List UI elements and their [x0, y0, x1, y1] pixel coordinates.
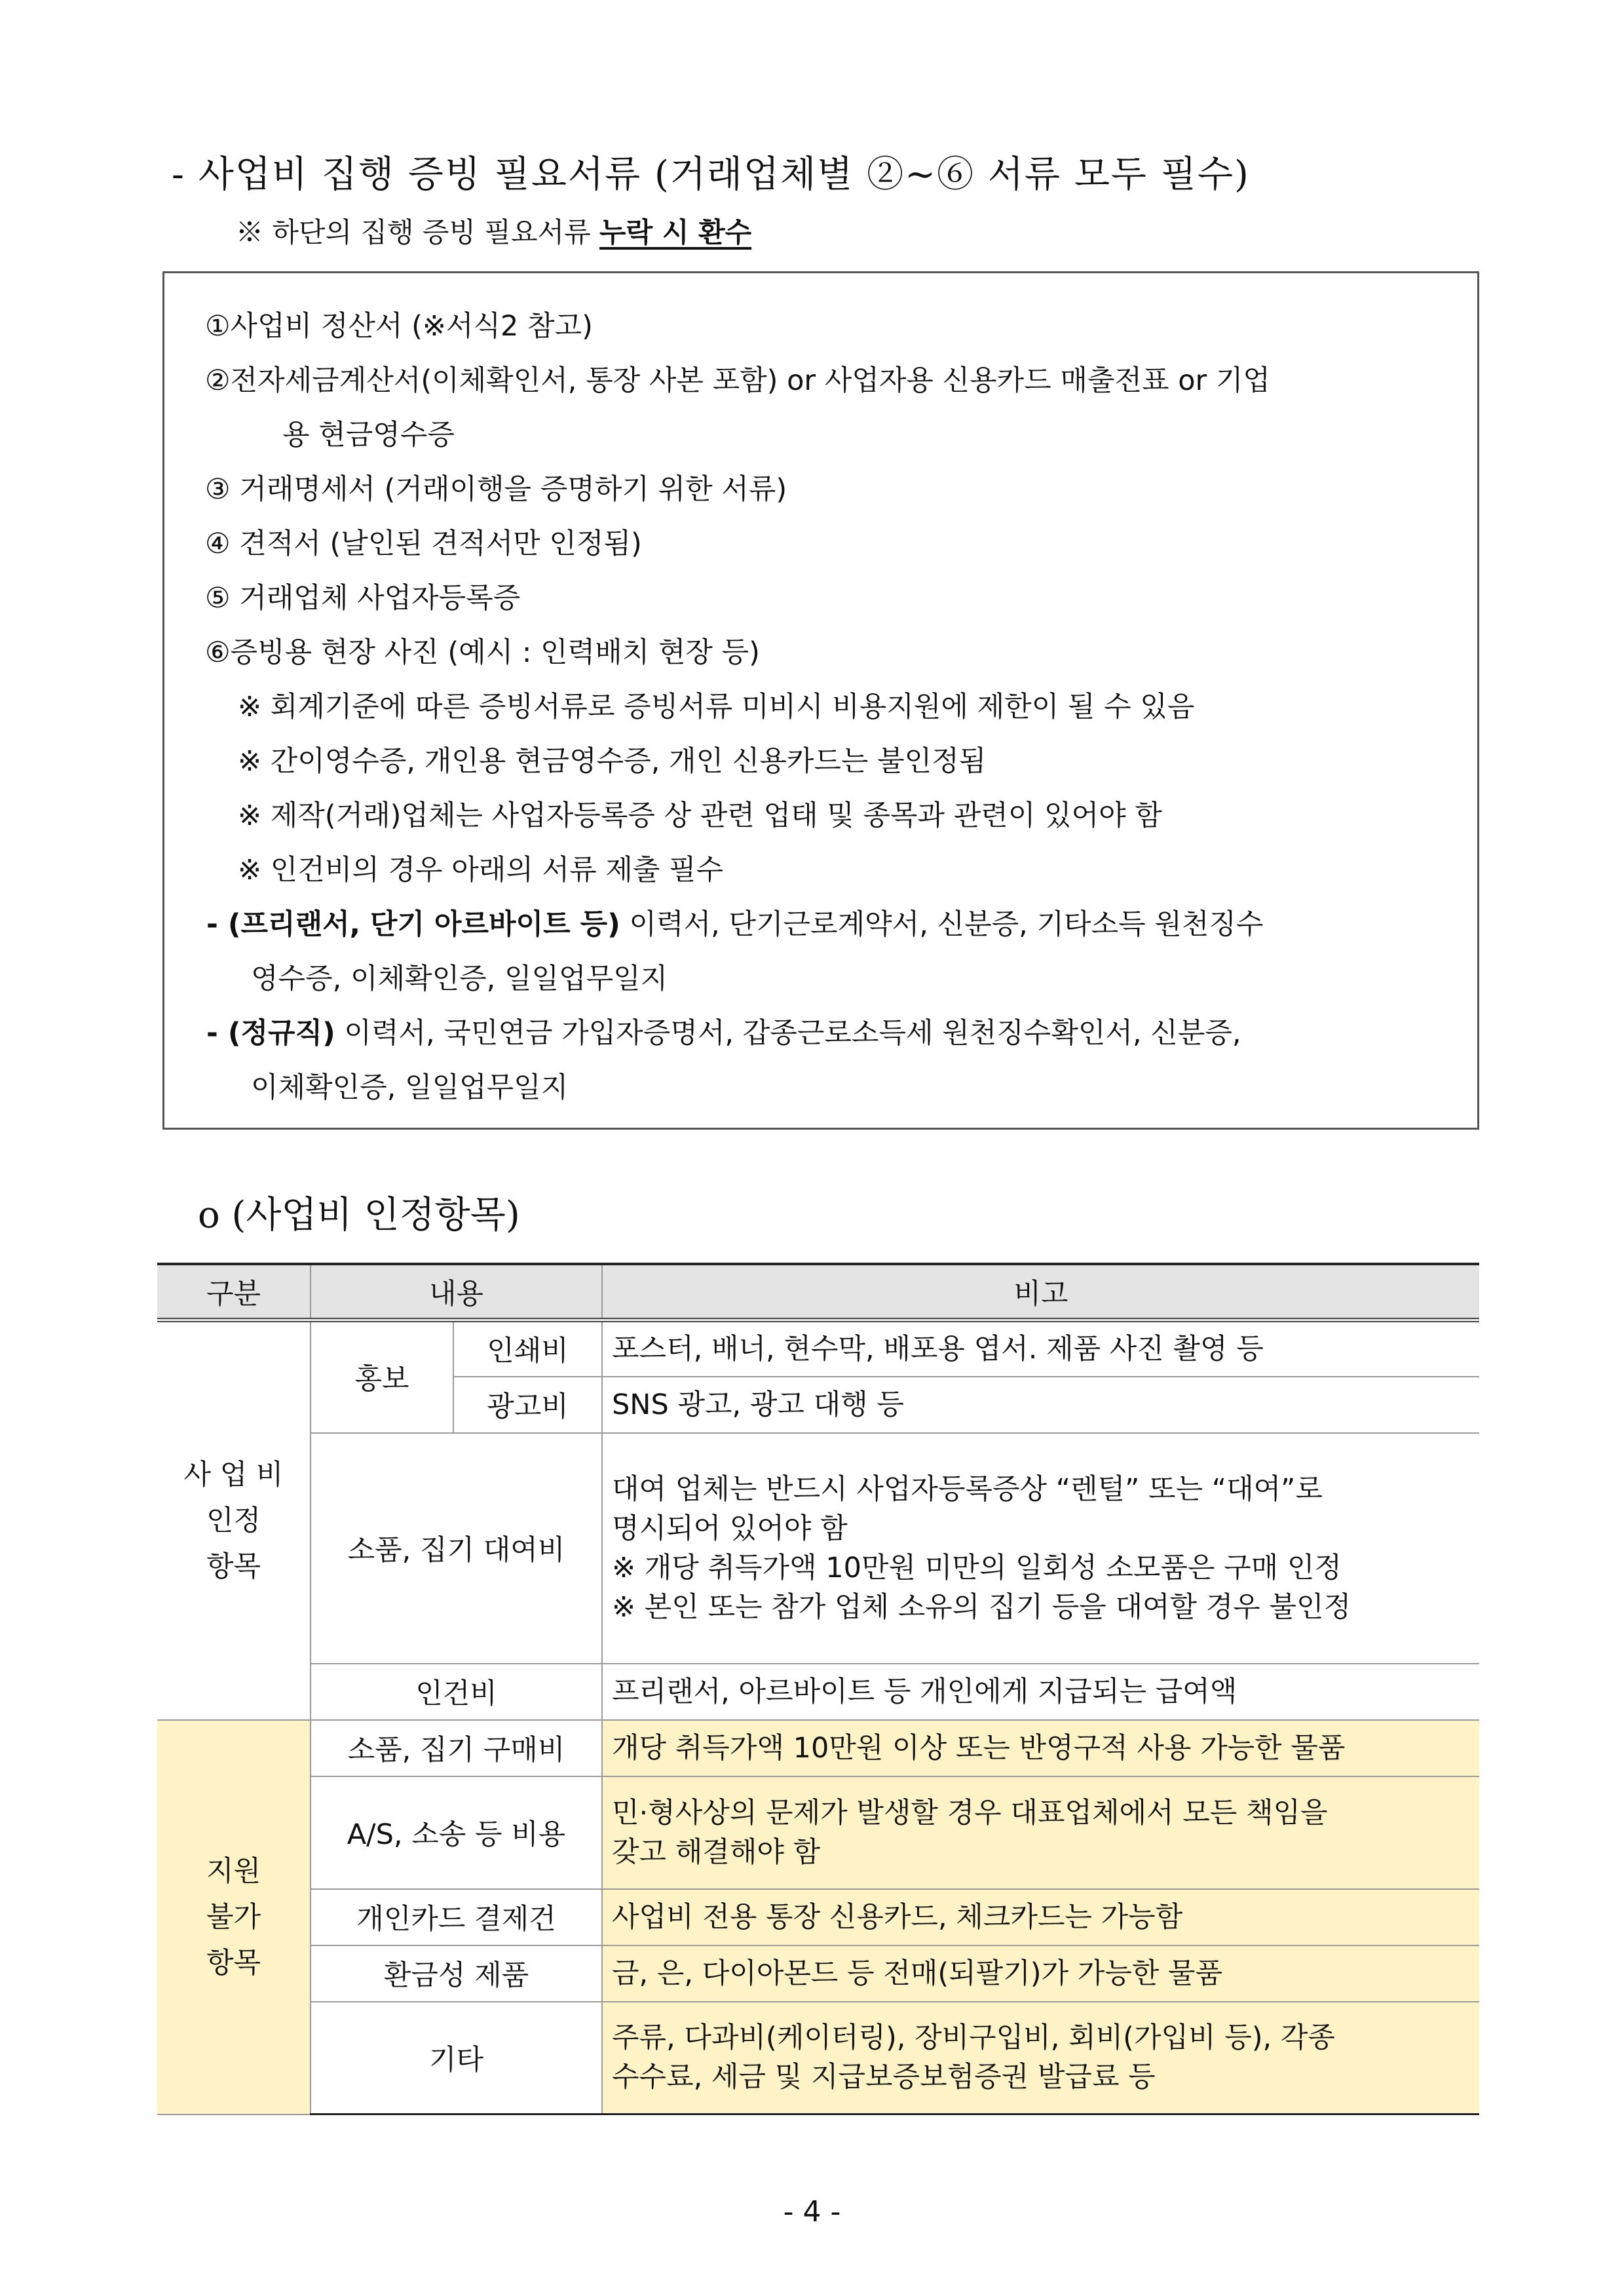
- approved-category-line: 항목: [206, 1550, 261, 1583]
- expense-items-table: [157, 1263, 1479, 2115]
- note-as-litigation-line: 갖고 해결해야 함: [612, 1835, 821, 1869]
- note-rental-line: 명시되어 있어야 함: [612, 1512, 848, 1545]
- page-number: - 4 -: [783, 2195, 841, 2229]
- doc-item-5: ⑤ 거래업체 사업자등록증: [205, 582, 521, 615]
- regular-docs-text: 이력서, 국민연금 가입자증명서, 갑종근로소득세 원천징수확인서, 신분증,: [335, 1017, 1241, 1050]
- approved-category-cell: [157, 1320, 311, 1720]
- note-rental: [602, 1433, 1479, 1664]
- note-personal-card: 사업비 전용 통장 신용카드, 체크카드는 가능함: [602, 1889, 1479, 1945]
- header-remarks: 비고: [602, 1264, 1479, 1320]
- not-supported-category-line: 불가: [206, 1900, 261, 1934]
- regular-docs: [205, 1006, 1451, 1061]
- table-row: [157, 1776, 1479, 1889]
- not-supported-category-cell: [157, 1720, 311, 2114]
- header-category: 구분: [157, 1264, 311, 1320]
- item-as-litigation: A/S, 소송 등 비용: [311, 1776, 602, 1889]
- note-cashable-goods: 금, 은, 다이아몬드 등 전매(되팔기)가 가능한 물품: [602, 1945, 1479, 2002]
- item-personal-card: 개인카드 결제건: [311, 1889, 602, 1945]
- note-other: [602, 2002, 1479, 2114]
- header-content: 내용: [311, 1264, 602, 1320]
- table-row: [157, 1433, 1479, 1664]
- doc-note-1: ※ 회계기준에 따른 증빙서류로 증빙서류 미비시 비용지원에 제한이 될 수 있음: [238, 691, 1195, 723]
- item-printing: 인쇄비: [453, 1320, 602, 1377]
- table-row: [157, 1320, 1479, 1377]
- doc-item-3: ③ 거래명세서 (거래이행을 증명하기 위한 서류): [205, 473, 787, 506]
- item-props-purchase: 소품, 집기 구매비: [311, 1720, 602, 1776]
- promo-group-cell: 홍보: [311, 1320, 453, 1433]
- doc-note-2: ※ 간이영수증, 개인용 현금영수증, 개인 신용카드는 불인정됨: [238, 745, 987, 778]
- freelancer-label: - (프리랜서, 단기 아르바이트 등): [206, 908, 620, 941]
- item-rental: 소품, 집기 대여비: [311, 1433, 602, 1664]
- section-heading: - 사업비 집행 증빙 필요서류 (거래업체별 ②~⑥ 서류 모두 필수): [172, 153, 1250, 196]
- note-labor: 프리랜서, 아르바이트 등 개인에게 지급되는 급여액: [602, 1664, 1479, 1720]
- regular-docs-cont: 이체확인증, 일일업무일지: [251, 1071, 569, 1104]
- table-row: [157, 2002, 1479, 2114]
- doc-note-4: ※ 인건비의 경우 아래의 서류 제출 필수: [238, 854, 724, 887]
- table-row: [157, 1945, 1479, 2002]
- note-other-line: 수수료, 세금 및 지급보증보험증권 발급료 등: [612, 2061, 1156, 2094]
- note-printing: 포스터, 배너, 현수막, 배포용 엽서. 제품 사진 촬영 등: [602, 1320, 1479, 1377]
- note-rental-line: 대여 업체는 반드시 사업자등록증상 “렌털” 또는 “대여”로: [612, 1472, 1323, 1506]
- note-advertising: SNS 광고, 광고 대행 등: [602, 1377, 1479, 1433]
- refund-note-emphasis: 누락 시 환수: [599, 216, 752, 248]
- refund-note: [236, 211, 751, 250]
- item-advertising: 광고비: [453, 1377, 602, 1433]
- note-props-purchase: 개당 취득가액 10만원 이상 또는 반영구적 사용 가능한 물품: [602, 1720, 1479, 1776]
- table-header-row: [157, 1264, 1479, 1320]
- note-rental-line: ※ 본인 또는 참가 업체 소유의 집기 등을 대여할 경우 불인정: [612, 1590, 1351, 1624]
- doc-item-2: ②전자세금계산서(이체확인서, 통장 사본 포함) or 사업자용 신용카드 매출전표 or 기업: [205, 364, 1270, 397]
- note-other-line: 주류, 다과비(케이터링), 장비구입비, 회비(가입비 등), 각종: [612, 2021, 1335, 2055]
- doc-item-1: ①사업비 정산서 (※서식2 참고): [205, 310, 593, 343]
- note-as-litigation: [602, 1776, 1479, 1889]
- doc-note-3: ※ 제작(거래)업체는 사업자등록증 상 관련 업태 및 종목과 관련이 있어야 함: [238, 799, 1162, 832]
- freelancer-docs: [205, 898, 1451, 952]
- regular-label: - (정규직): [206, 1017, 335, 1050]
- freelancer-docs-text: 이력서, 단기근로계약서, 신분증, 기타소득 원천징수: [620, 908, 1264, 941]
- freelancer-docs-cont: 영수증, 이체확인증, 일일업무일지: [251, 963, 668, 995]
- not-supported-category-line: 지원: [206, 1854, 261, 1888]
- not-supported-category-line: 항목: [206, 1946, 261, 1980]
- approved-category-line: 인정: [206, 1504, 261, 1537]
- item-cashable-goods: 환금성 제품: [311, 1945, 602, 2002]
- table-row: [157, 1720, 1479, 1776]
- note-as-litigation-line: 민·형사상의 문제가 발생할 경우 대표업체에서 모든 책임을: [612, 1796, 1328, 1829]
- item-other: 기타: [311, 2002, 602, 2114]
- item-labor: 인건비: [311, 1664, 602, 1720]
- doc-item-2-cont: 용 현금영수증: [282, 419, 455, 451]
- note-rental-line: ※ 개당 취득가액 10만원 미만의 일회성 소모품은 구매 인정: [612, 1551, 1342, 1584]
- section-heading-approved-items: o (사업비 인정항목): [198, 1194, 520, 1236]
- approved-category-line: 사 업 비: [183, 1458, 284, 1491]
- required-documents-box: [162, 271, 1479, 1130]
- doc-item-4: ④ 견적서 (날인된 견적서만 인정됨): [205, 527, 642, 560]
- doc-item-6: ⑥증빙용 현장 사진 (예시 : 인력배치 현장 등): [205, 636, 760, 669]
- table-row: [157, 1889, 1479, 1945]
- table-row: [157, 1664, 1479, 1720]
- refund-note-text: ※ 하단의 집행 증빙 필요서류: [236, 216, 600, 248]
